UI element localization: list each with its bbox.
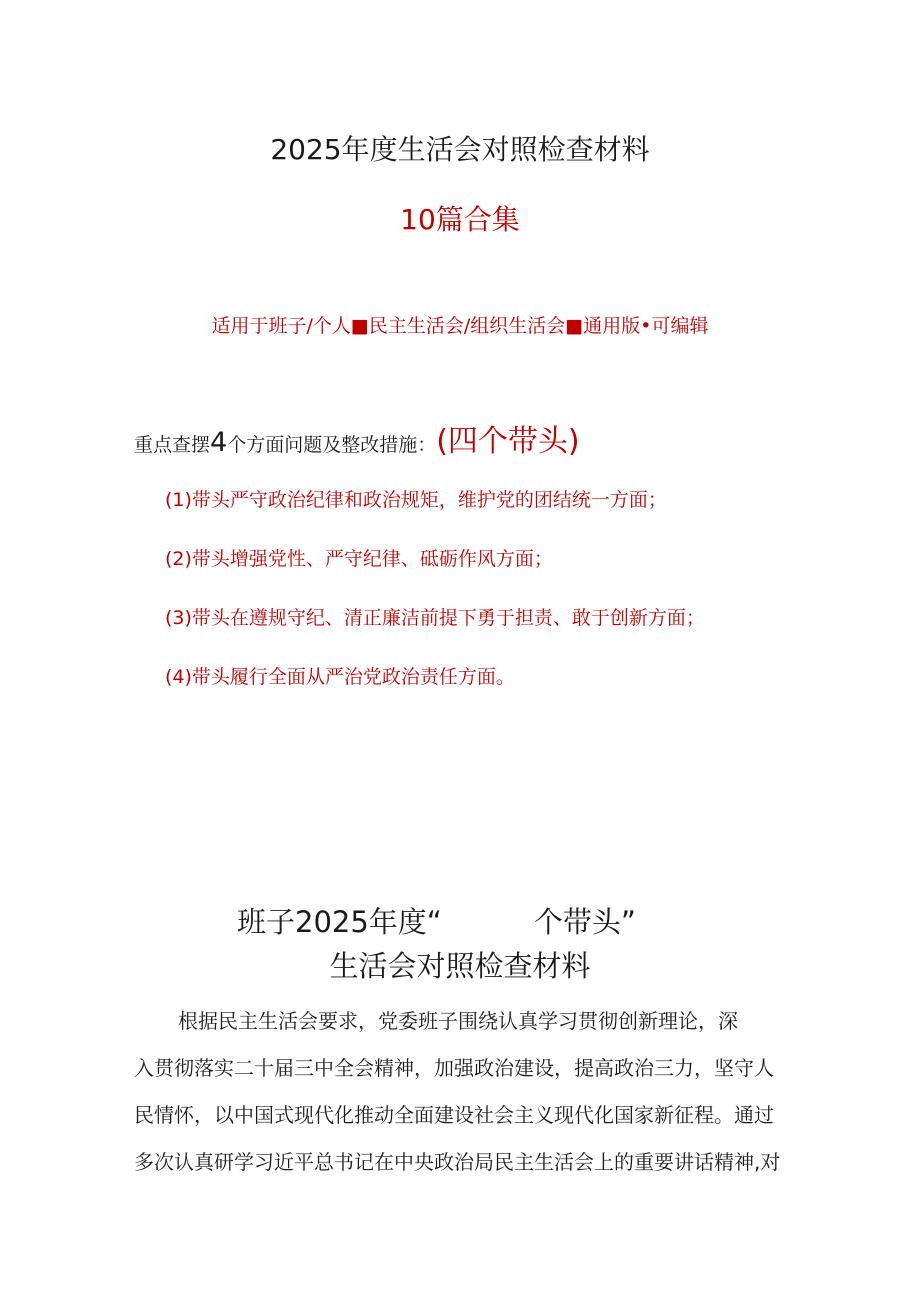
body-paragraph-line: 根据民主生活会要求，党委班子围绕认真学习贯彻创新理论，深 (178, 1009, 738, 1033)
section-title (237, 900, 636, 941)
body-paragraph-line: 多次认真研学习近平总书记在中央政治局民主生活会上的重要讲话精神,对 (134, 1150, 781, 1174)
document-title: 2025年度生活会对照检查材料 (270, 133, 650, 166)
document-tagline: 适用于班子/个人■民主生活会/组织生活会■通用版•可编辑 (211, 315, 709, 337)
point-item: (2)带头增强党性、严守纪律、砥砺作风方面； (165, 548, 553, 570)
body-paragraph-line: 入贯彻落实二十届三中全会精神，加强政治建设，提高政治三力，坚守人 (134, 1056, 774, 1080)
focus-number: 4 (210, 427, 228, 458)
point-item: (1)带头严守政治纪律和政治规矩，维护党的团结统一方面； (165, 489, 667, 511)
focus-emphasis: (四个带头) (436, 424, 580, 459)
point-item: (4)带头履行全面从严治党政治责任方面。 (165, 666, 515, 688)
section-title-line2: 生活会对照检查材料 (329, 949, 591, 983)
focus-suffix: 个方面问题及整改措施： (227, 434, 437, 456)
point-item: (3)带头在遵规守纪、清正廉洁前提下勇于担责、敢于创新方面； (165, 607, 705, 629)
focus-prefix: 重点查摆 (134, 434, 211, 456)
body-paragraph-line: 民情怀，以中国式现代化推动全面建设社会主义现代化国家新征程。通过 (134, 1103, 774, 1127)
section-title-left: 班子2025年度“ (237, 905, 442, 939)
focus-heading (134, 416, 580, 460)
section-title-right: 个带头” (533, 905, 636, 939)
document-subtitle: 10篇合集 (400, 203, 520, 236)
